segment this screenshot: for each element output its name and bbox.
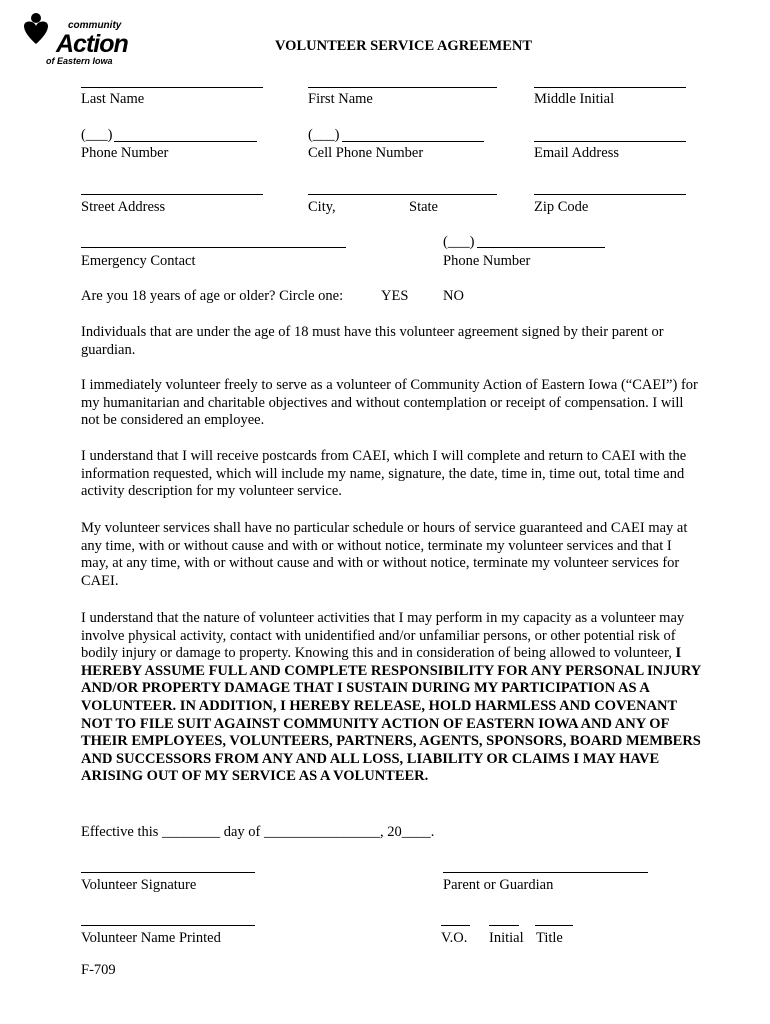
title-line[interactable] xyxy=(535,925,573,926)
cell-phone-line[interactable] xyxy=(342,141,484,142)
volunteer-statement-paragraph: I immediately volunteer freely to serve as a volunteer of Community Action of Eastern Iowa (“CAEI”) for my humanitarian and charitable objectives and without contemplation or receipt of compensation. I will not be considered an employee. xyxy=(81,377,698,429)
phone-number-label: Phone Number xyxy=(81,145,169,161)
logo-text-community: community xyxy=(68,20,122,31)
form-number: F-709 xyxy=(81,962,116,978)
cell-phone-label: Cell Phone Number xyxy=(308,145,424,161)
minor-notice-paragraph: Individuals that are under the age of 18 must have this volunteer agreement signed by their parent or guardian. xyxy=(81,324,664,358)
state-label: State xyxy=(409,199,438,215)
vo-line[interactable] xyxy=(441,925,470,926)
emergency-phone-line[interactable] xyxy=(477,247,605,248)
parent-guardian-label: Parent or Guardian xyxy=(443,877,554,893)
city-state-line[interactable] xyxy=(308,194,497,195)
emergency-contact-line[interactable] xyxy=(81,247,346,248)
volunteer-name-printed-label: Volunteer Name Printed xyxy=(81,930,221,946)
postcards-paragraph: I understand that I will receive postcards from CAEI, which I will complete and return to CAEI with the information requested, which will include my name, signature, the date, time in, time out, total time and activity description for my volunteer service. xyxy=(81,448,687,500)
volunteer-signature-line[interactable] xyxy=(81,872,255,873)
street-address-line[interactable] xyxy=(81,194,263,195)
last-name-label: Last Name xyxy=(81,91,145,107)
liability-text: I understand that the nature of volunteer activities that I may perform in my capacity as a volunteer may involve physical activity, contact with unidentified and/or unfamiliar persons, or other potential risk of bodily injury or damage to property. Knowing this and in consideration of being allowed to volunteer, xyxy=(81,610,685,662)
street-address-label: Street Address xyxy=(81,199,166,215)
age-question: Are you 18 years of age or older? Circle one: xyxy=(81,288,344,304)
initial-line[interactable] xyxy=(489,925,519,926)
zip-code-line[interactable] xyxy=(534,194,686,195)
phone-area-code: (___) xyxy=(81,127,113,143)
liability-paragraph xyxy=(81,610,701,786)
emergency-phone-label: Phone Number xyxy=(443,253,531,269)
volunteer-name-printed-line[interactable] xyxy=(81,925,255,926)
title-label: Title xyxy=(536,930,563,946)
email-line[interactable] xyxy=(534,141,686,142)
page-title: VOLUNTEER SERVICE AGREEMENT xyxy=(275,38,533,54)
volunteer-signature-label: Volunteer Signature xyxy=(81,877,197,893)
logo-text-action: Action xyxy=(56,30,128,58)
initial-label: Initial xyxy=(489,930,524,946)
email-label: Email Address xyxy=(534,145,619,161)
logo-heart-icon xyxy=(20,12,60,52)
effective-date-line: Effective this ________ day of ________________, 20____. xyxy=(81,824,435,840)
city-label: City, xyxy=(308,199,336,215)
first-name-label: First Name xyxy=(308,91,373,107)
liability-release-text: I HEREBY ASSUME FULL AND COMPLETE RESPONSIBILITY FOR ANY PERSONAL INJURY AND/OR PROPERTY DAMAGE THAT I SUSTAIN DURING MY PARTICIPATION AS A VOLUNTEER. IN ADDITION, I HEREBY RELEASE, HOLD HARMLESS AND COVENANT NOT TO FILE SUIT AGAINST COMMUNITY ACTION OF EASTERN IOWA AND ANY OF THEIR EMPLOYEES, VOLUNTEERS, PARTNERS, AGENTS, SPONSORS, BOARD MEMBERS AND SUCCESSORS FROM ANY AND ALL LOSS, LIABILITY OR CLAIMS I MAY HAVE ARISING OUT OF MY SERVICE AS A VOLUNTEER. xyxy=(81,645,701,785)
middle-initial-line[interactable] xyxy=(534,87,686,88)
age-no-option[interactable]: NO xyxy=(443,288,464,304)
middle-initial-label: Middle Initial xyxy=(534,91,615,107)
first-name-line[interactable] xyxy=(308,87,497,88)
schedule-paragraph: My volunteer services shall have no particular schedule or hours of service guaranteed and CAEI may at any time, with or without cause and with or without notice, terminate my volunteer services and that I may, at any time, with or without cause and with or without notice, terminate my volunteer services for CAEI. xyxy=(81,520,688,589)
last-name-line[interactable] xyxy=(81,87,263,88)
emergency-area-code: (___) xyxy=(443,234,475,250)
vo-label: V.O. xyxy=(441,930,468,946)
emergency-contact-label: Emergency Contact xyxy=(81,253,196,269)
zip-code-label: Zip Code xyxy=(534,199,589,215)
cell-area-code: (___) xyxy=(308,127,340,143)
phone-number-line[interactable] xyxy=(114,141,257,142)
community-action-logo xyxy=(20,10,128,66)
parent-guardian-line[interactable] xyxy=(443,872,648,873)
logo-text-eastern-iowa: of Eastern Iowa xyxy=(46,56,113,66)
age-yes-option[interactable]: YES xyxy=(381,288,409,304)
